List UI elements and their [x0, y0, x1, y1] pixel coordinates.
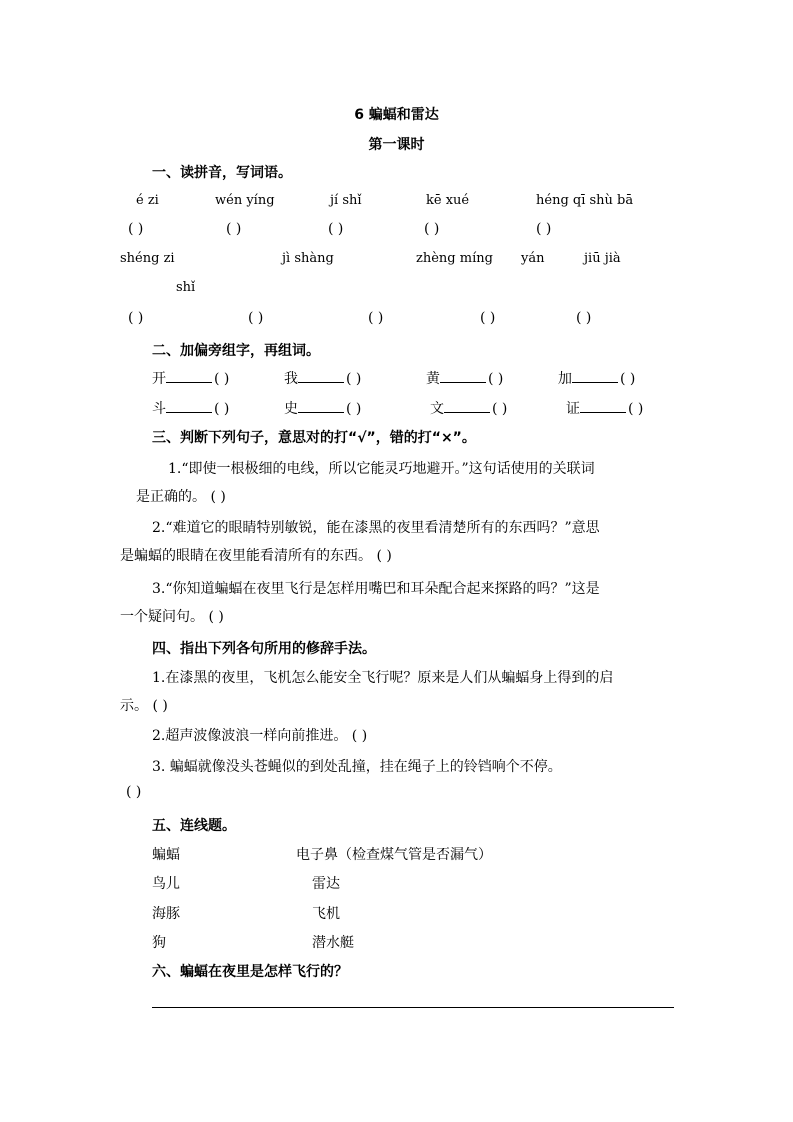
rhetoric-q2[interactable]: 2.超声波像波浪一样向前推进。 ( ) — [152, 728, 368, 744]
base-char: 我 — [284, 371, 298, 387]
word-blank[interactable]: ( ) — [628, 401, 644, 417]
match-left-item[interactable]: 蝙蝠 — [152, 847, 180, 863]
radical-item — [152, 368, 229, 388]
rhetoric-q1-line2[interactable]: 示。 ( ) — [120, 698, 168, 714]
pinyin-wenying: wén yíng — [215, 193, 275, 208]
fill-underline[interactable] — [298, 368, 344, 383]
fill-underline[interactable] — [572, 368, 618, 383]
rhetoric-q1-line1: 1.在漆黑的夜里，飞机怎么能安全飞行呢？原来是人们从蝙蝠身上得到的启 — [152, 670, 614, 686]
answer-blank[interactable]: ( ) — [226, 221, 242, 237]
section4-heading: 四、指出下列各句所用的修辞手法。 — [152, 641, 376, 657]
judge-q1-line2[interactable]: 是正确的。 ( ) — [136, 489, 226, 505]
judge-q3-line2[interactable]: 一个疑问句。 ( ) — [120, 609, 224, 625]
match-right-item[interactable]: 潜水艇 — [312, 935, 354, 951]
section1-heading: 一、读拼音，写词语。 — [152, 165, 292, 181]
judge-q1-line1: 1.“即使一根极细的电线，所以它能灵巧地避开。”这句话使用的关联词 — [168, 461, 595, 477]
fill-underline[interactable] — [298, 398, 344, 413]
answer-blank[interactable]: ( ) — [424, 221, 440, 237]
pinyin-jishang: jì shàng — [282, 251, 334, 266]
fill-underline[interactable] — [166, 368, 212, 383]
radical-item — [566, 398, 643, 418]
base-char: 史 — [284, 401, 298, 417]
radical-item — [558, 368, 635, 388]
answer-blank[interactable]: ( ) — [576, 310, 592, 326]
pinyin-shi: shǐ — [176, 280, 196, 295]
word-blank[interactable]: ( ) — [346, 401, 362, 417]
word-blank[interactable]: ( ) — [620, 371, 636, 387]
answer-blank-wide[interactable]: ( ) — [536, 221, 552, 237]
fill-underline[interactable] — [440, 368, 486, 383]
rhetoric-q3-line2[interactable]: ( ) — [126, 784, 142, 800]
answer-blank[interactable]: ( ) — [128, 310, 144, 326]
base-char: 斗 — [152, 401, 166, 417]
answer-blank[interactable]: ( ) — [248, 310, 264, 326]
match-left-item[interactable]: 狗 — [152, 935, 166, 951]
pinyin-shengzi: shéng zi — [120, 251, 175, 266]
base-char: 黄 — [426, 371, 440, 387]
radical-item — [426, 368, 503, 388]
answer-blank[interactable]: ( ) — [480, 310, 496, 326]
base-char: 开 — [152, 371, 166, 387]
judge-q3-line1: 3.“你知道蝙蝠在夜里飞行是怎样用嘴巴和耳朵配合起来探路的吗？”这是 — [152, 581, 600, 597]
answer-blank[interactable]: ( ) — [368, 310, 384, 326]
word-blank[interactable]: ( ) — [346, 371, 362, 387]
word-blank[interactable]: ( ) — [492, 401, 508, 417]
judge-q2-line1: 2.“难道它的眼睛特别敏锐，能在漆黑的夜里看清楚所有的东西吗？”意思 — [152, 520, 600, 536]
pinyin-zhengming: zhèng míng — [416, 251, 493, 266]
base-char: 加 — [558, 371, 572, 387]
match-left-item[interactable]: 鸟儿 — [152, 876, 180, 892]
radical-item — [284, 368, 361, 388]
match-right-item[interactable]: 飞机 — [312, 906, 340, 922]
radical-item — [152, 398, 229, 418]
pinyin-ezi: é zi — [136, 193, 159, 208]
word-blank[interactable]: ( ) — [214, 371, 230, 387]
section5-heading: 五、连线题。 — [152, 818, 236, 834]
radical-item — [430, 398, 507, 418]
lesson-subtitle: 第一课时 — [368, 137, 425, 153]
judge-q2-line2[interactable]: 是蝙蝠的眼睛在夜里能看清所有的东西。 ( ) — [120, 548, 392, 564]
rhetoric-q3-line1: 3. 蝙蝠就像没头苍蝇似的到处乱撞，挂在绳子上的铃铛响个不停。 — [152, 759, 562, 775]
word-blank[interactable]: ( ) — [488, 371, 504, 387]
fill-underline[interactable] — [580, 398, 626, 413]
base-char: 文 — [430, 401, 444, 417]
pinyin-jishi: jí shǐ — [330, 193, 362, 208]
section2-heading: 二、加偏旁组字，再组词。 — [152, 343, 320, 359]
section3-heading: 三、判断下列句子，意思对的打“√”，错的打“×”。 — [152, 430, 476, 446]
fill-underline[interactable] — [444, 398, 490, 413]
radical-item — [284, 398, 361, 418]
answer-blank[interactable]: ( ) — [328, 221, 344, 237]
fill-underline[interactable] — [166, 398, 212, 413]
pinyin-yan: yán — [521, 251, 545, 266]
match-right-item[interactable]: 雷达 — [312, 876, 340, 892]
match-left-item[interactable]: 海豚 — [152, 906, 180, 922]
pinyin-kexue: kē xué — [426, 193, 470, 208]
page-title: 6 蝙蝠和雷达 — [354, 107, 439, 123]
pinyin-hengqishuba: héng qī shù bā — [536, 193, 634, 208]
answer-line[interactable] — [152, 1007, 674, 1008]
pinyin-jiujia: jiū jià — [584, 251, 621, 266]
base-char: 证 — [566, 401, 580, 417]
section6-heading: 六、蝙蝠在夜里是怎样飞行的？ — [152, 964, 348, 980]
word-blank[interactable]: ( ) — [214, 401, 230, 417]
answer-blank[interactable]: ( ) — [128, 221, 144, 237]
match-right-item[interactable]: 电子鼻（检查煤气管是否漏气） — [296, 847, 492, 863]
